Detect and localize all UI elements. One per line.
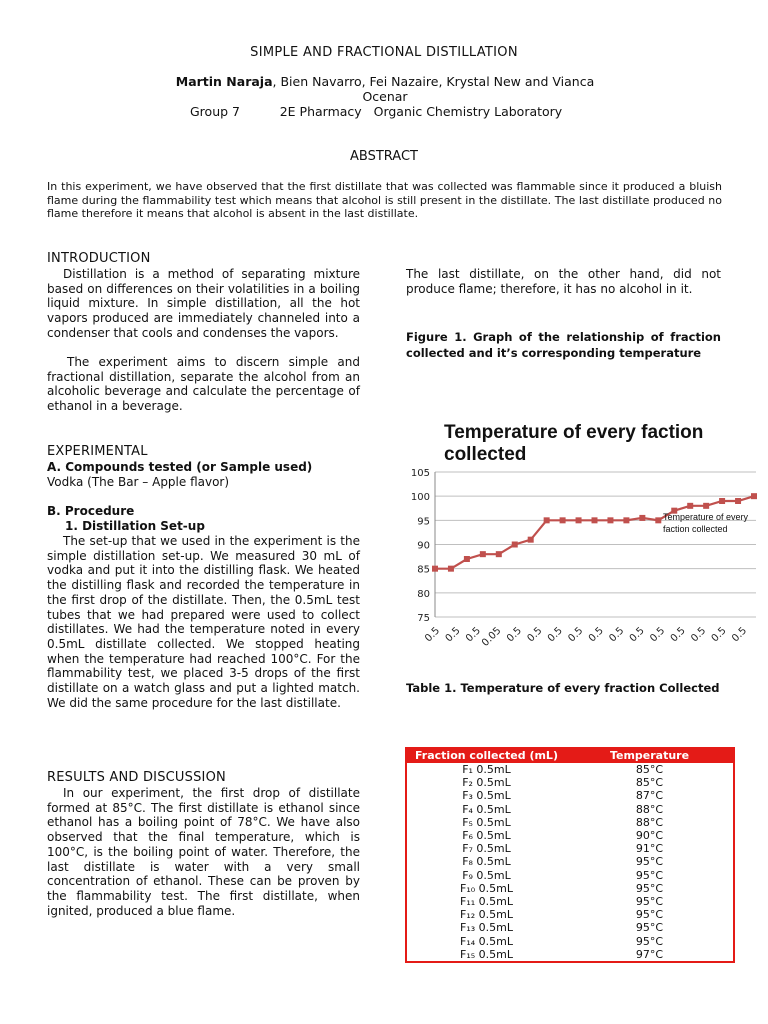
data-point <box>464 556 470 562</box>
table-row <box>406 895 734 908</box>
paper-title: SIMPLE AND FRACTIONAL DISTILLATION <box>250 45 518 60</box>
data-point <box>687 503 693 509</box>
chart-plot <box>406 418 758 663</box>
lead-author: Martin Naraja <box>175 74 273 89</box>
chart-title: Temperature of every faction collected <box>444 422 704 465</box>
legend-line: Temperature of every <box>663 512 749 522</box>
results-continuation: The last distillate, on the other hand, did not produce flame; therefore, it has no alcohol in it. <box>406 267 721 296</box>
table-row <box>406 869 734 882</box>
fraction-cell: F₂ 0.5mL <box>462 776 511 790</box>
fraction-cell: F₇ 0.5mL <box>462 842 511 856</box>
legend-line: faction collected <box>663 524 728 534</box>
x-tick-label: 0.5 <box>443 625 463 645</box>
introduction-heading: INTRODUCTION <box>47 251 151 266</box>
table-row <box>406 882 734 895</box>
fraction-cell: F₁₅ 0.5mL <box>460 947 513 961</box>
data-point <box>592 517 598 523</box>
temperature-cell: 95°C <box>635 908 664 922</box>
x-tick-label: 0.5 <box>709 625 729 645</box>
temperature-cell: 91°C <box>635 842 664 856</box>
x-tick-label: 0.5 <box>525 625 545 645</box>
data-point <box>544 517 550 523</box>
y-tick-label: 95 <box>417 516 430 528</box>
table-row <box>406 935 734 948</box>
table-row <box>406 763 734 776</box>
data-point <box>751 493 757 499</box>
y-tick-label: 80 <box>417 588 430 600</box>
data-point <box>719 498 725 504</box>
fraction-cell: F₁₃ 0.5mL <box>460 921 513 935</box>
temperature-cell: 88°C <box>635 815 664 829</box>
table-row <box>406 789 734 802</box>
table-header-temperature: Temperature <box>566 748 734 763</box>
data-point <box>703 503 709 509</box>
x-tick-label: 0.5 <box>648 625 668 645</box>
data-point <box>480 551 486 557</box>
table-row <box>406 803 734 816</box>
data-point <box>607 517 613 523</box>
fraction-cell: F₄ 0.5mL <box>462 802 511 816</box>
x-tick-label: 0.5 <box>504 625 524 645</box>
x-tick-label: 0.5 <box>423 625 443 645</box>
x-tick-label: 0.5 <box>566 625 586 645</box>
data-point <box>496 551 502 557</box>
x-tick-label: 0.5 <box>627 625 647 645</box>
temperature-cell: 88°C <box>635 802 664 816</box>
fraction-cell: F₉ 0.5mL <box>462 868 511 882</box>
table-row <box>406 776 734 789</box>
table-header-fraction: Fraction collected (mL) <box>406 748 566 763</box>
fraction-cell: F₁₁ 0.5mL <box>460 895 513 909</box>
introduction-paragraph-2: The experiment aims to discern simple and fractional distillation, separate the alcohol from an alcoholic beverage and calculate the percentage of ethanol in a beverage. <box>47 355 360 414</box>
fraction-cell: F₁₄ 0.5mL <box>460 934 513 948</box>
y-tick-label: 75 <box>417 613 430 624</box>
results-text: In our experiment, the first drop of distillate formed at 85°C. The first distillate is ethanol since ethanol has a boiling point of 78°C. We have also observed that the final temperature, which is 100°C, is the boiling point of water. Therefore, the last distillate is water with a very small concentration of ethanol. These can be proven by the flammability test. The first distillate, when ignited, produced a blue flame. <box>47 786 360 918</box>
temperature-cell: 90°C <box>635 829 664 843</box>
abstract-heading: ABSTRACT <box>350 149 418 164</box>
table-row <box>406 829 734 842</box>
fraction-cell: F₁₂ 0.5mL <box>460 908 513 922</box>
y-tick-label: 85 <box>417 564 430 576</box>
author-list <box>170 74 600 104</box>
legend-label <box>663 512 749 534</box>
fraction-cell: F₆ 0.5mL <box>462 829 511 843</box>
table-caption: Table 1. Temperature of every fraction Collected <box>406 681 720 695</box>
experimental-heading: EXPERIMENTAL <box>47 444 148 459</box>
other-authors: , Bien Navarro, Fei Nazaire, Krystal New and Vianca Ocenar <box>272 74 595 104</box>
fraction-table <box>405 747 735 963</box>
setup-text: The set-up that we used in the experiment is the simple distillation set-up. We measured 30 mL of vodka and put it into the distilling flask. We heated the distilling flask and recorded the temperature in the first drop of the distillate. Then, the 0.5mL test tubes that we had prepared were used to collect distillates. We had the temperature noted in every 0.5mL distillate collected. We stopped heating when the temperature had reached 100°C. For the flammability test, we placed 3-5 drops of the first distillate on a watch glass and put a lighted match. We did the same procedure for the last distillate. <box>47 534 360 710</box>
temperature-cell: 95°C <box>635 881 664 895</box>
temperature-chart <box>406 418 758 663</box>
x-tick-label: 0.5 <box>730 625 750 645</box>
compounds-text: Vodka (The Bar – Apple flavor) <box>47 475 230 489</box>
table-row <box>406 855 734 868</box>
x-tick-label: 0.5 <box>607 625 627 645</box>
data-point <box>512 542 518 548</box>
x-tick-label: 0.5 <box>668 625 688 645</box>
group-line: Group 7 2E Pharmacy Organic Chemistry Laboratory <box>190 104 563 119</box>
figure-caption: Figure 1. Graph of the relationship of fraction collected and it’s corresponding temperature <box>406 330 721 360</box>
temperature-cell: 95°C <box>635 868 664 882</box>
procedure-heading: B. Procedure <box>47 504 135 518</box>
x-tick-label: 0.05 <box>479 625 504 649</box>
temperature-cell: 85°C <box>635 776 664 790</box>
data-point <box>639 515 645 521</box>
setup-heading: 1. Distillation Set-up <box>65 519 205 533</box>
temperature-cell: 85°C <box>635 763 664 776</box>
data-point <box>576 517 582 523</box>
temperature-cell: 87°C <box>635 789 664 803</box>
y-tick-label: 100 <box>410 492 430 504</box>
data-point <box>432 566 438 572</box>
abstract-text: In this experiment, we have observed that the first distillate that was collected was flammable since it produced a bluish flame during the flammability test which means that alcohol is still present in the distillate. The last distillate produced no flame therefore it means that alcohol is absent in the last distillate. <box>47 180 722 220</box>
temperature-cell: 95°C <box>635 934 664 948</box>
data-point <box>655 517 661 523</box>
fraction-cell: F₁₀ 0.5mL <box>460 881 513 895</box>
data-point <box>735 498 741 504</box>
x-tick-label: 0.5 <box>586 625 606 645</box>
data-point <box>448 566 454 572</box>
fraction-cell: F₅ 0.5mL <box>462 815 511 829</box>
data-point <box>528 537 534 543</box>
y-tick-label: 105 <box>410 468 430 479</box>
data-point <box>560 517 566 523</box>
x-tick-label: 0.5 <box>545 625 565 645</box>
fraction-cell: F₁ 0.5mL <box>462 763 511 776</box>
table-row <box>406 921 734 934</box>
table-header-row <box>406 748 734 763</box>
results-heading: RESULTS AND DISCUSSION <box>47 770 226 785</box>
fraction-table-wrapper <box>405 747 735 963</box>
table-row <box>406 908 734 921</box>
temperature-cell: 95°C <box>635 855 664 869</box>
y-tick-label: 90 <box>417 540 430 552</box>
fraction-cell: F₈ 0.5mL <box>462 855 511 869</box>
temperature-cell: 95°C <box>635 895 664 909</box>
table-row <box>406 816 734 829</box>
temperature-cell: 95°C <box>635 921 664 935</box>
table-row <box>406 948 734 962</box>
table-row <box>406 842 734 855</box>
x-tick-label: 0.5 <box>464 625 484 645</box>
data-point <box>623 517 629 523</box>
introduction-paragraph-1: Distillation is a method of separating mixture based on differences on their volatilities in a boiling liquid mixture. In simple distillation, all the hot vapors produced are immediately channeled into a condenser that cools and condenses the vapors. <box>47 267 360 340</box>
compounds-heading: A. Compounds tested (or Sample used) <box>47 460 313 474</box>
x-tick-label: 0.5 <box>689 625 709 645</box>
temperature-cell: 97°C <box>635 947 664 961</box>
fraction-cell: F₃ 0.5mL <box>462 789 511 803</box>
